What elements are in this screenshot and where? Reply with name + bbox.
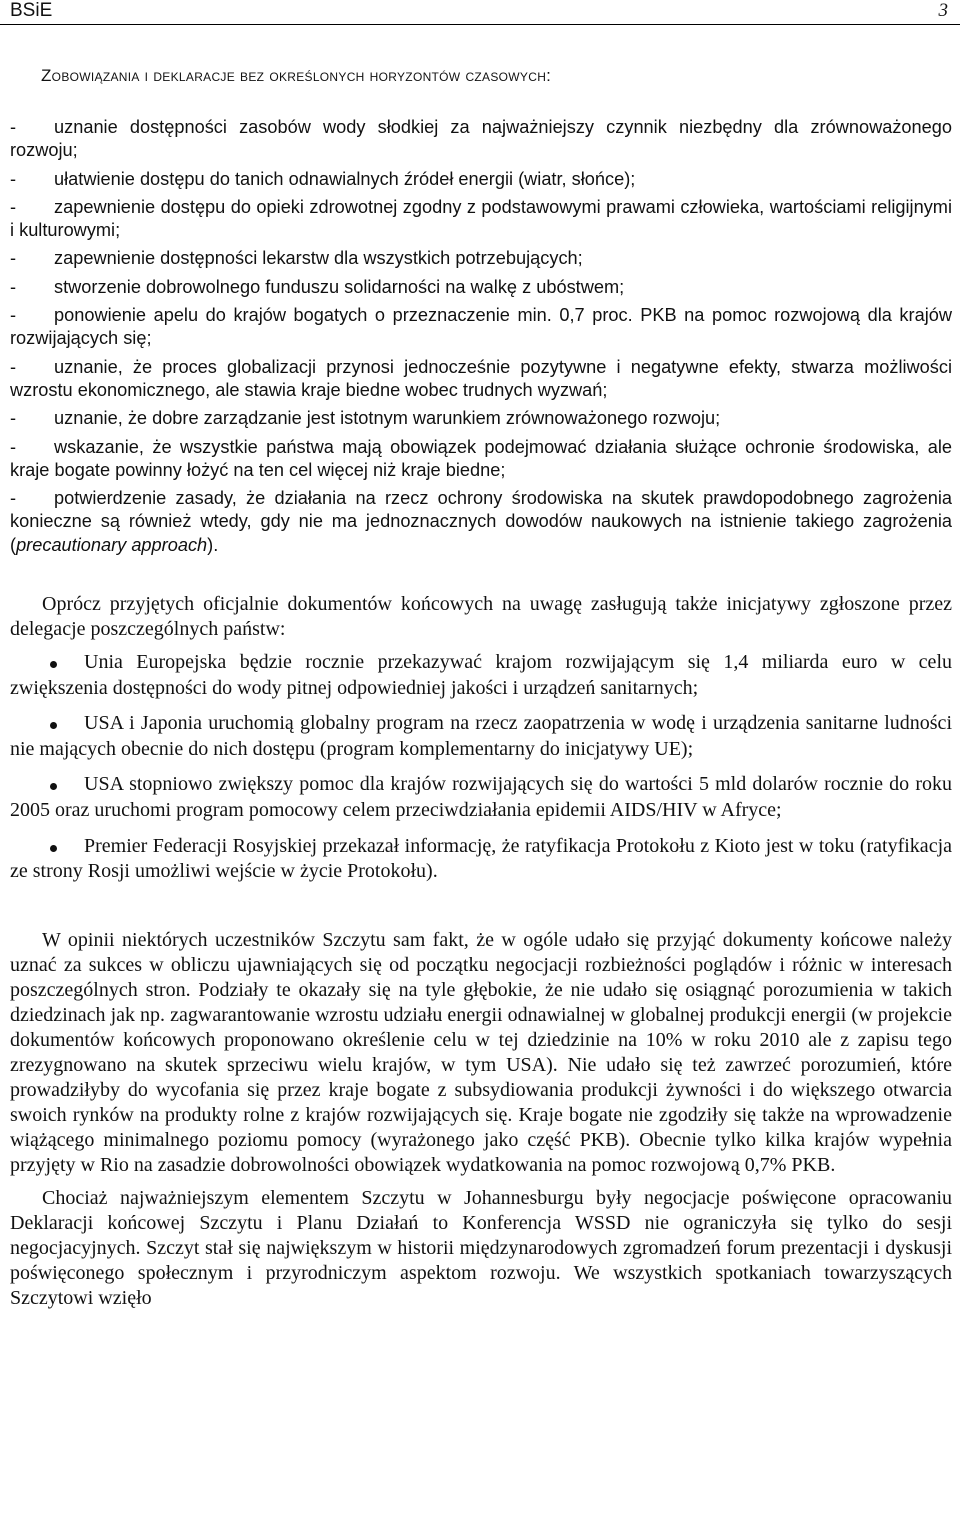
list-item [10,247,952,270]
body-paragraph: Chociaż najważniejszym elementem Szczytu w Johannesburgu były negocjacje poświęcone opracowaniu Deklaracji końcowej Szczytu i Planu Działań to Konferencja WSSD nie ograniczyła się tylko do sesji negocjacyjnych. Szczyt stał się największym w historii międzynarodowych zgromadzeń forum prezentacji i dyskusji poświęconego społecznym i przyrodniczym aspektom rozwoju. We wszystkich spotkaniach towarzyszących Szczytowi wzięło [10,1186,952,1309]
list-item-text: ułatwienie dostępu do tanich odnawialnych źródeł energii (wiatr, słońce); [54,168,636,189]
dash-marker: - [10,196,17,217]
bullet-text: Premier Federacji Rosyjskiej przekazał informację, że ratyfikacja Protokołu z Kioto jest w toku (ratyfikacja ze strony Rosji umożliwi wejście w życie Protokołu). [10,834,952,883]
page-number: 3 [938,0,948,21]
list-item-text: uznanie dostępności zasobów wody słodkiej za najważniejszy czynnik niezbędny dla zrównoważonego rozwoju; [10,117,952,161]
bullet-list [10,650,952,885]
bullet-icon [50,661,57,668]
intro-paragraph: Oprócz przyjętych oficjalnie dokumentów końcowych na uwagę zasługują także inicjatywy zgłoszone przez delegacje poszczególnych państw: [10,593,952,641]
dash-marker: - [10,408,17,429]
list-item [10,407,952,430]
dash-marker: - [10,248,17,269]
list-item-text-end: ). [207,534,219,555]
dash-marker: - [10,117,17,137]
list-item [10,711,952,762]
bullet-icon [50,783,57,790]
dash-marker: - [10,305,17,326]
list-item-text: ponowienie apelu do krajów bogatych o przeznaczenie min. 0,7 proc. PKB na pomoc rozwojową dla krajów rozwijających się; [10,305,952,349]
page-content [10,66,952,1311]
page-header [0,0,960,25]
dash-marker: - [10,488,17,509]
bullet-text: USA stopniowo zwiększy pomoc dla krajów rozwijających się do wartości 5 mld dolarów rocznie do roku 2005 oraz uruchomi program pomocowy celem przeciwdziałania epidemii AIDS/HIV w Afryce; [10,773,952,822]
list-item [10,436,952,483]
dash-marker: - [10,436,17,457]
list-item [10,196,952,243]
bullet-icon [50,845,57,852]
list-item-text: zapewnienie dostępu do opieki zdrowotnej zgodny z podstawowymi prawami człowieka, wartościami religijnymi i kulturowymi; [10,196,952,241]
list-item-text: zapewnienie dostępności lekarstw dla wszystkich potrzebujących; [54,248,583,269]
list-item [10,834,952,885]
list-item [10,487,952,557]
list-item [10,304,952,351]
list-item-text: potwierdzenie zasady, że działania na rzecz ochrony środowiska na skutek prawdopodobnego zagrożenia konieczne są również wtedy, gdy nie ma jednoznacznych dowodów naukowych na istnienie takiego zagrożenia ( [10,488,952,555]
list-item [10,116,952,163]
bullet-text: Unia Europejska będzie rocznie przekazywać krajom rozwijającym się 1,4 miliarda euro w celu zwiększenia dostępności do wody pitnej odpowiedniej jakości i urządzeń sanitarnych; [10,651,952,699]
bullet-text: USA i Japonia uruchomią globalny program na rzecz zaopatrzenia w wodę i urządzenia sanitarne ludności nie mających obecnie do nich dostępu (program komplementarny do inicjatywy UE); [10,712,952,760]
list-item [10,772,952,823]
dash-marker: - [10,276,17,297]
list-item-text: uznanie, że proces globalizacji przynosi jednocześnie pozytywne i negatywne efekty, stwarza możliwości wzrostu ekonomicznego, ale stawia kraje biedne wobec trudnych wyzwań; [10,356,952,400]
section-heading: Zobowiązania i deklaracje bez określonych horyzontów czasowych: [41,66,552,85]
list-item [10,650,952,701]
list-item-text: uznanie, że dobre zarządzanie jest istotnym warunkiem zrównoważonego rozwoju; [54,408,721,429]
dash-marker: - [10,356,17,377]
list-item [10,168,952,191]
dash-list [10,116,952,557]
bullet-icon [50,722,57,729]
list-item [10,276,952,299]
body-paragraph: W opinii niektórych uczestników Szczytu sam fakt, że w ogóle udało się przyjąć dokumenty końcowe należy uznać za sukces w obliczu ujawniających się od początku negocjacji rozbieżności poglądów i różnic w interesach poszczególnych stron. Podziały te okazały się na tyle głębokie, że nie udało się osiągnąć porozumienia w takich dziedzinach jak np. zagwarantowanie wzrostu udziału energii odnawialnej w globalnej produkcji energii (w projekcie dokumentów końcowych proponowano określenie celu w tej dziedzinie na 10% w roku 2010 ale z zapisu tego zrezygnowano na skutek sprzeciwu wielu krajów, w tym USA). Nie udało się też zawrzeć porozumień, które prowadziłyby do wycofania się przez kraje bogate z subsydiowania produkcji żywności i do większego otwarcia swoich rynków na produkty rolne z krajów rozwijających się. Kraje bogate nie zgodziły się także na wprowadzenie wiążącego minimalnego poziomu pomocy (wyrażonego jako część PKB). Obecnie tylko kilka krajów wypełnia przyjęty w Rio na zasadzie dobrowolności obowiązek wydatkowania na pomoc rozwojową 0,7% PKB. [10,928,952,1176]
italic-term: precautionary approach [16,534,208,555]
dash-marker: - [10,168,17,189]
header-title: BSiE [10,0,53,21]
list-item [10,356,952,403]
list-item-text: wskazanie, że wszystkie państwa mają obowiązek podejmować działania służące ochronie środowiska, ale kraje bogate powinny łożyć na ten cel więcej niż kraje biedne; [10,436,952,480]
list-item-text: stworzenie dobrowolnego funduszu solidarności na walkę z ubóstwem; [54,276,625,297]
